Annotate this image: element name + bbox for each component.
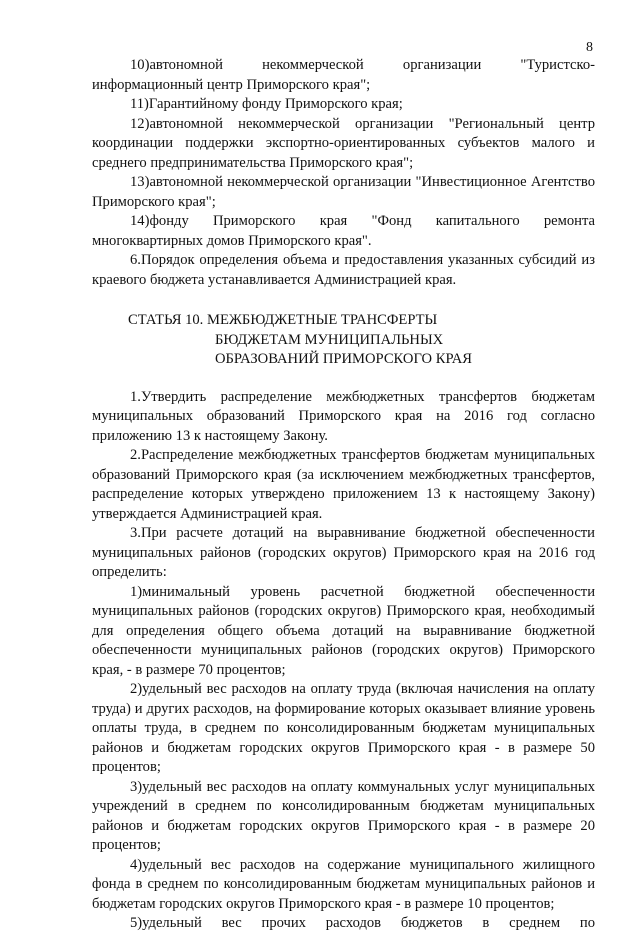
- paragraph: 2.Распределение межбюджетных трансфертов бюджетам муниципальных образований Приморского края (за исключением межбюджетных трансфертов, распределение которых утверждено приложением 13 к настоящему Закону) утверждается Администрацией края.: [92, 447, 595, 522]
- article-heading-line: ОБРАЗОВАНИЙ ПРИМОРСКОГО КРАЯ: [215, 351, 472, 367]
- article-heading: [92, 311, 595, 370]
- list-item: 14)фонду Приморского края "Фонд капитального ремонта многоквартирных домов Приморского края".: [92, 213, 595, 249]
- paragraph: 1.Утвердить распределение межбюджетных трансфертов бюджетам муниципальных образований Приморского края на 2016 год согласно приложению 13 к настоящему Закону.: [92, 388, 595, 444]
- document-body: [92, 56, 595, 934]
- list-item: 5)удельный вес прочих расходов бюджетов в среднем по: [130, 915, 595, 931]
- list-item: 11)Гарантийному фонду Приморского края;: [130, 96, 403, 112]
- list-item: 2)удельный вес расходов на оплату труда (включая начисления на оплату труда) и других расходов, на формирование которых оказывает влияние уровень оплаты труда, в среднем по консолидированным бюджетам муниципальных районов и бюджетам городских округов Приморского края - в размере 50 процентов;: [92, 681, 595, 775]
- article-heading-line: БЮДЖЕТАМ МУНИЦИПАЛЬНЫХ: [215, 331, 444, 348]
- article-heading-line: СТАТЬЯ 10. МЕЖБЮДЖЕТНЫЕ ТРАНСФЕРТЫ: [128, 312, 438, 328]
- list-item: 13)автономной некоммерческой организации "Инвестиционное Агентство Приморского края";: [92, 174, 595, 210]
- list-item: 4)удельный вес расходов на содержание муниципального жилищного фонда в среднем по консолидированным бюджетам муниципальных районов и бюджетам городских округов Приморского края - в размере 10 процентов;: [92, 856, 595, 912]
- list-item: 10)автономной некоммерческой организации "Туристско-информационный центр Приморского края";: [92, 57, 595, 93]
- list-item: 3)удельный вес расходов на оплату коммунальных услуг муниципальных учреждений в среднем по консолидированным бюджетам муниципальных районов и бюджетам городских округов Приморского края - в размере 20 процентов;: [92, 778, 595, 853]
- paragraph: 3.При расчете дотаций на выравнивание бюджетной обеспеченности муниципальных районов (городских округов) Приморского края на 2016 год определить:: [92, 525, 595, 580]
- list-item: 1)минимальный уровень расчетной бюджетной обеспеченности муниципальных районов (городских округов) Приморского края, необходимый для определения общего объема дотаций на выравнивание бюджетной обеспеченности муниципальных районов (городских округов) Приморского края, - в размере 70 процентов;: [92, 583, 595, 678]
- page-number: 8: [586, 40, 593, 55]
- paragraph: 6.Порядок определения объема и предоставления указанных субсидий из краевого бюджета устанавливается Администрацией края.: [92, 252, 595, 288]
- list-item: 12)автономной некоммерческой организации "Региональный центр координации поддержки экспортно-ориентированных субъектов малого и среднего предпринимательства Приморского края";: [92, 115, 595, 171]
